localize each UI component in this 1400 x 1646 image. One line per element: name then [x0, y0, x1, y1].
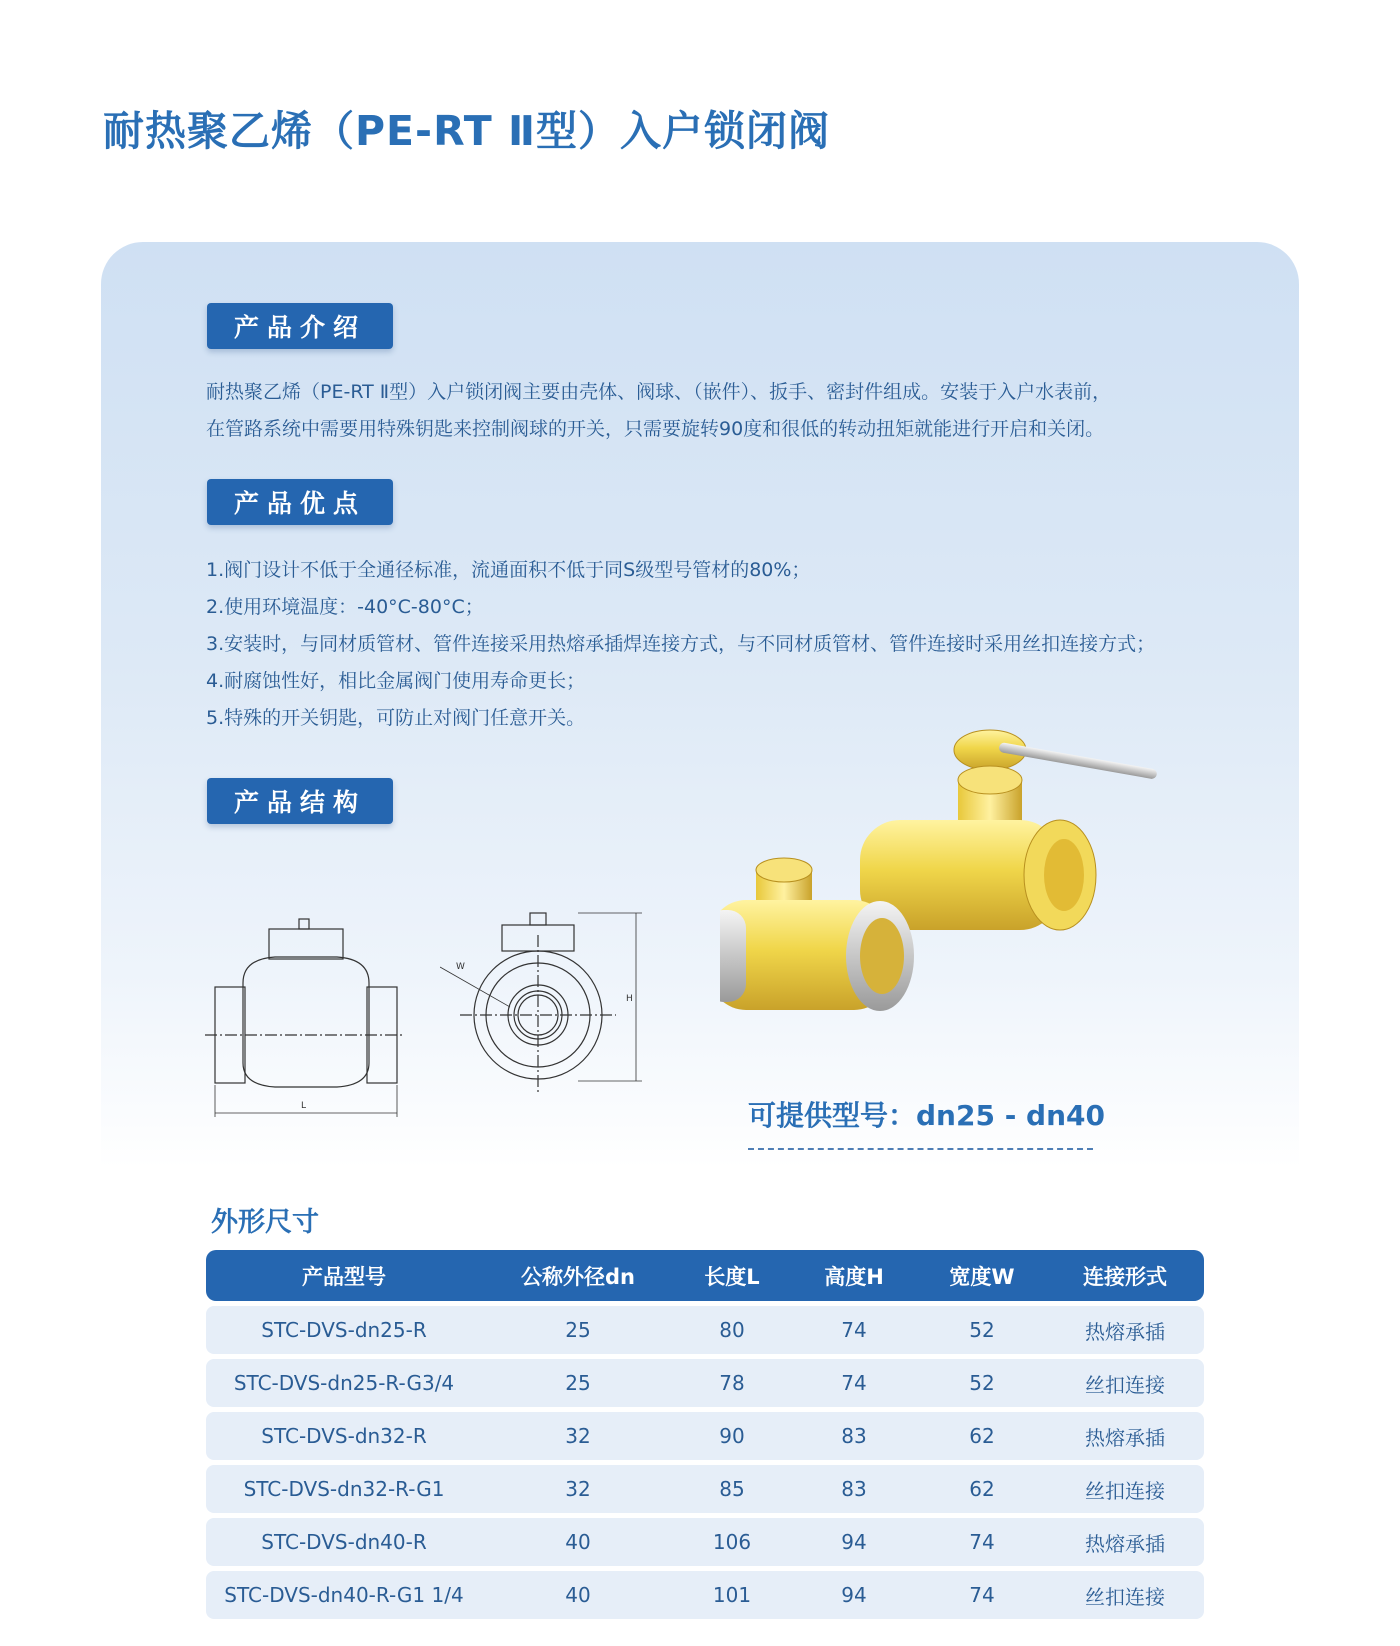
advantages-list: [206, 552, 1155, 737]
valve-large: [860, 730, 1158, 930]
cell-model: STC-DVS-dn25-R: [261, 1318, 427, 1342]
advantage-item: 2.使用环境温度：-40°C-80°C；: [206, 596, 484, 618]
table-row: [206, 1465, 1204, 1513]
section-tag-advantages: 产品优点: [207, 479, 393, 525]
dimension-label-height: H: [626, 994, 633, 1004]
cell-width: 62: [969, 1424, 995, 1448]
cell-length: 106: [712, 1530, 752, 1554]
cell-width: 62: [969, 1477, 995, 1501]
header-cell: 高度H: [824, 1264, 884, 1289]
cell-dn: 25: [565, 1318, 591, 1342]
cell-length: 80: [719, 1318, 745, 1342]
cell-height: 94: [841, 1583, 867, 1607]
section-tag-intro: 产品介绍: [207, 303, 393, 349]
intro-paragraph: [206, 374, 1226, 448]
cell-connection: 热熔承插: [1085, 1319, 1165, 1344]
cell-height: 74: [841, 1371, 867, 1395]
cell-length: 90: [719, 1424, 745, 1448]
cell-width: 52: [969, 1318, 995, 1342]
dimensions-table: [206, 1250, 1204, 1619]
header-cell: 产品型号: [302, 1264, 386, 1289]
header-cell: 宽度W: [949, 1264, 1015, 1289]
table-row: [206, 1359, 1204, 1407]
cell-dn: 40: [565, 1530, 591, 1554]
advantage-item: 4.耐腐蚀性好，相比金属阀门使用寿命更长；: [206, 670, 586, 692]
cell-height: 83: [841, 1424, 867, 1448]
cell-width: 74: [969, 1583, 995, 1607]
cell-connection: 热熔承插: [1085, 1531, 1165, 1556]
dimension-label-length: L: [301, 1101, 307, 1111]
cell-connection: 丝扣连接: [1085, 1372, 1165, 1397]
cell-width: 74: [969, 1530, 995, 1554]
cell-dn: 40: [565, 1583, 591, 1607]
page-title: 耐热聚乙烯（PE-RT Ⅱ型）入户锁闭阀: [103, 107, 831, 155]
front-view-drawing: [440, 895, 660, 1095]
header-cell: 连接形式: [1083, 1264, 1167, 1289]
table-row: [206, 1412, 1204, 1460]
cell-model: STC-DVS-dn25-R-G3/4: [233, 1371, 455, 1395]
cell-model: STC-DVS-dn40-R: [261, 1530, 427, 1554]
advantage-item: 3.安装时，与同材质管材、管件连接采用热熔承插焊连接方式，与不同材质管材、管件连接时采用丝扣连接方式；: [206, 633, 1156, 655]
table-header: [206, 1250, 1204, 1301]
cell-height: 74: [841, 1318, 867, 1342]
header-cell: 长度L: [704, 1264, 760, 1289]
cell-length: 101: [712, 1583, 752, 1607]
dimensions-heading: 外形尺寸: [211, 1207, 319, 1238]
side-view-drawing: [205, 905, 405, 1125]
cell-length: 78: [719, 1371, 745, 1395]
section-tag-structure: 产品结构: [207, 778, 393, 824]
advantage-item: 1.阀门设计不低于全通径标准，流通面积不低于同S级型号管材的80%；: [206, 559, 811, 581]
cell-length: 85: [719, 1477, 745, 1501]
valve-product-image: [720, 720, 1220, 1060]
cell-connection: 丝扣连接: [1085, 1584, 1165, 1609]
cell-model: STC-DVS-dn32-R: [261, 1424, 427, 1448]
cell-model: STC-DVS-dn32-R-G1: [243, 1477, 445, 1501]
cell-dn: 25: [565, 1371, 591, 1395]
header-cell: 公称外径dn: [521, 1264, 635, 1289]
intro-line: 耐热聚乙烯（PE-RT Ⅱ型）入户锁闭阀主要由壳体、阀球、（嵌件）、扳手、密封件组成。安装于入户水表前，: [206, 381, 1112, 403]
cell-height: 83: [841, 1477, 867, 1501]
table-row: [206, 1571, 1204, 1619]
cell-dn: 32: [565, 1477, 591, 1501]
dimension-label-width: W: [456, 962, 465, 972]
advantage-item: 5.特殊的开关钥匙，可防止对阀门任意开关。: [206, 707, 586, 729]
cell-height: 94: [841, 1530, 867, 1554]
cell-connection: 丝扣连接: [1085, 1478, 1165, 1503]
available-models: 可提供型号：dn25 - dn40: [748, 1099, 1106, 1132]
cell-model: STC-DVS-dn40-R-G1 1/4: [224, 1583, 464, 1607]
table-row: [206, 1518, 1204, 1566]
intro-line: 在管路系统中需要用特殊钥匙来控制阀球的开关，只需要旋转90度和很低的转动扭矩就能进行开启和关闭。: [206, 418, 1105, 440]
models-underline: [748, 1148, 1093, 1150]
cell-connection: 热熔承插: [1085, 1425, 1165, 1450]
cell-dn: 32: [565, 1424, 591, 1448]
table-row: [206, 1306, 1204, 1354]
cell-width: 52: [969, 1371, 995, 1395]
